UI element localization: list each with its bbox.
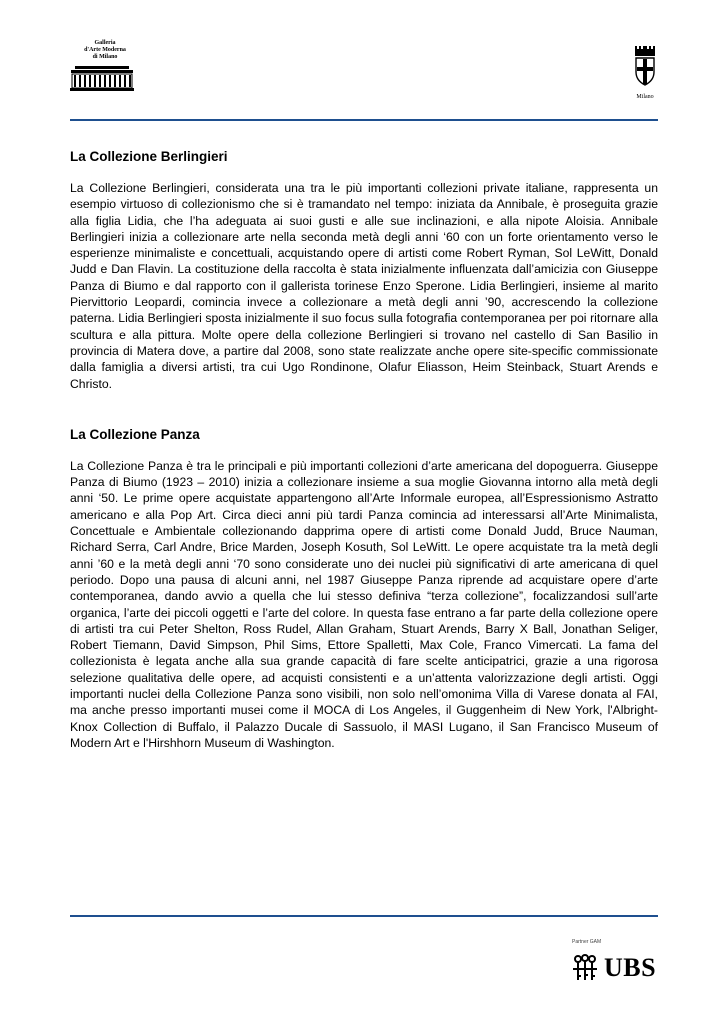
section-paragraph: La Collezione Panza è tra le principali e più importanti collezioni d’arte americana del dopoguerra. Giuseppe Panza di Biumo (1923 – 2010) inizia a collezionare insieme a sua moglie Giovanna intorno alla metà degli anni ‘50. Le prime opere acquistate appartengono all’Arte Informale europea, all’Espressionismo Astratto americano e alla Pop Art. Circa dieci anni più tardi Panza comincia ad interessarsi all’Arte Minimalista, Concettuale e Ambientale collezionando dapprima opere di artisti come Donald Judd, Bruce Nauman, Richard Serra, Carl Andre, Brice Marden, Joseph Kosuth, Sol LeWitt. Le opere acquistate tra la metà degli anni ’60 e la metà degli anni ‘70 sono considerate uno dei nuclei più significativi di arte americana di quel periodo. Dopo una pausa di alcuni anni, nel 1987 Giuseppe Panza riprende ad acquistare opere d’arte contemporanea, dando avvio a quella che lui stesso definiva “terza collezione”, focalizzandosi sull’arte organica, l’arte dei piccoli oggetti e l’arte del colore. In questa fase entrano a far parte della collezione opere di artisti tra cui Peter Shelton, Ross Rudel, Allan Graham, Stuart Arends, Barry X Ball, Jonathan Seliger, Robert Tiemann, David Simpson, Phil Sims, Ettore Spalletti, Max Cole, Franco Vimercati. La fama del collezionista è legata anche alla sua grande capacità di fare scelte anticipatrici, grazie a una rigorosa selezione qualitativa delle opere, ad acquisti consistenti e a un’attenta valorizzazione degli artisti. Oggi importanti nuclei della Collezione Panza sono visibili, non solo nell’omonima Villa di Varese donata al FAI, ma anche presso importanti musei come il MOCA di Los Angeles, il Guggenheim di New York, l'Albright-Knox Collection di Buffalo, il Palazzo Ducale di Sassuolo, il MASI Lugano, il San Francisco Museum of Modern Art e l'Hirshhorn Museum di Washington. bbox=[70, 458, 658, 750]
section-title: La Collezione Panza bbox=[70, 426, 200, 442]
section-title: La Collezione Berlingieri bbox=[70, 149, 228, 164]
milano-logo-label: Milano bbox=[636, 94, 654, 100]
document-body bbox=[70, 148, 658, 785]
partner-label: Partner GAM bbox=[572, 939, 602, 945]
gallery-logo bbox=[70, 40, 140, 98]
section-paragraph: La Collezione Berlingieri, considerata una tra le più importanti collezioni private italiane, rappresenta un esempio virtuoso di collezionismo che si è tramandato nel tempo: iniziata da Annibale, è proseguita grazie alla figlia Lidia, che l’ha adeguata ai suoi gusti e alle sue inclinazioni, e alla nipote Aloisia. Annibale Berlingieri inizia a collezionare arte nella seconda metà degli anni ‘60 con un forte orientamento verso le esperienze minimaliste e concettuali, acquistando opere di artisti come Robert Ryman, Sol LeWitt, Donald Judd e Dan Flavin. La costituzione della raccolta è stata inizialmente influenzata dall’amicizia con Giuseppe Panza di Biumo e dal rapporto con il gallerista torinese Enzo Sperone. Lidia Berlingieri, insieme al marito Piervittorio Leopardi, comincia invece a collezionare a metà degli anni ’90, accrescendo la collezione paterna. Lidia Berlingieri sposta inizialmente il suo focus sulla fotografia contemporanea per poi ritornare alla scultura e alla pittura. Molte opere della collezione Berlingieri si trovano nel castello di San Basilio in provincia di Matera dove, a partire dal 2008, sono state realizzate anche opere site-specific commissionate dalla famiglia a diversi artisti, tra cui Ugo Rondinone, Olafur Eliasson, Heim Steinback, Stuart Arends e Christo. bbox=[70, 181, 658, 391]
header-divider bbox=[70, 119, 658, 121]
ubs-keys-icon bbox=[570, 954, 600, 982]
ubs-logo bbox=[570, 954, 662, 982]
section-berlingieri bbox=[70, 148, 658, 392]
gallery-logo-text: Galleria d'Arte Moderna di Milano bbox=[84, 40, 126, 60]
gallery-building-icon bbox=[70, 64, 134, 92]
sponsor-logo bbox=[570, 938, 662, 982]
ubs-logo-text: UBS bbox=[604, 953, 657, 982]
footer-divider bbox=[70, 915, 658, 917]
milano-city-logo bbox=[629, 44, 661, 100]
section-panza bbox=[70, 426, 658, 751]
milano-crest-icon bbox=[631, 44, 659, 88]
